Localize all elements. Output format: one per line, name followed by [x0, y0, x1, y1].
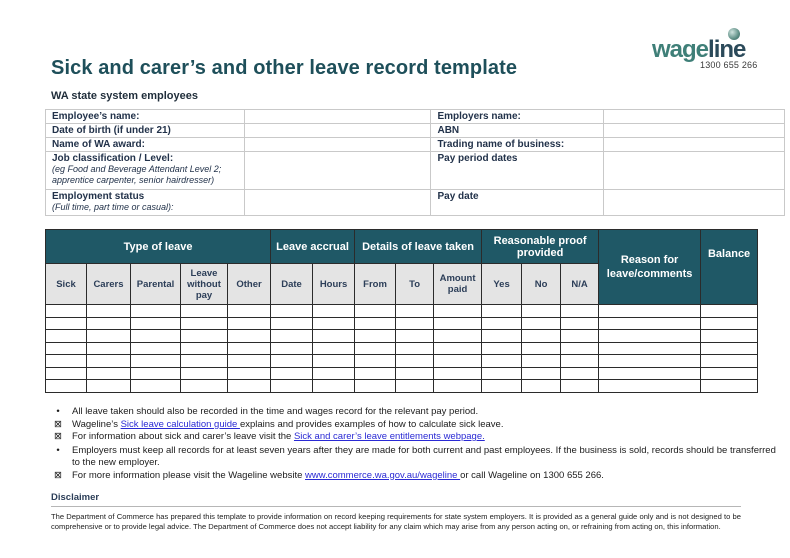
table-row: [46, 330, 758, 343]
table-cell[interactable]: [228, 367, 271, 380]
table-cell[interactable]: [599, 342, 701, 355]
table-cell[interactable]: [701, 380, 758, 393]
table-cell[interactable]: [181, 367, 228, 380]
table-cell[interactable]: [313, 317, 355, 330]
col-other: Other: [228, 264, 271, 305]
dob-label: Date of birth (if under 21): [46, 124, 245, 138]
disclaimer-text: The Department of Commerce has prepared this template to provide information on record keeping requirements for state system employers. It is provided as a general guide only and is not designed to be comprehensive or to provide legal advice. The Department of Commerce does not accept liability for any claim which may arise from any person acting on, or refraining from acting on, this information.: [51, 512, 741, 531]
employee-name-label: Employee’s name:: [46, 110, 245, 124]
table-cell[interactable]: [228, 317, 271, 330]
table-cell[interactable]: [87, 305, 131, 318]
note-item: [52, 419, 782, 431]
table-cell[interactable]: [228, 355, 271, 368]
employment-status-label: Employment status (Full time, part time or casual):: [46, 190, 245, 216]
employment-status-hint: (Full time, part time or casual):: [52, 202, 174, 212]
table-cell[interactable]: [701, 355, 758, 368]
group-type-of-leave: Type of leave: [46, 230, 271, 264]
notes-list: [52, 406, 782, 482]
table-cell[interactable]: [522, 330, 561, 343]
wa-award-field[interactable]: [244, 138, 431, 152]
table-cell[interactable]: [482, 317, 522, 330]
table-cell[interactable]: [701, 305, 758, 318]
page-subtitle: WA state system employees: [51, 90, 198, 102]
table-cell[interactable]: [271, 367, 313, 380]
table-cell[interactable]: [561, 342, 599, 355]
header-balance: Balance: [701, 230, 758, 305]
table-cell[interactable]: [271, 342, 313, 355]
group-leave-accrual: Leave accrual: [271, 230, 355, 264]
table-cell[interactable]: [313, 305, 355, 318]
table-cell[interactable]: [482, 305, 522, 318]
logo-word-main: wage: [652, 36, 709, 63]
table-cell[interactable]: [46, 380, 87, 393]
table-cell[interactable]: [46, 342, 87, 355]
bullet-icon: •: [56, 406, 60, 417]
col-no: No: [522, 264, 561, 305]
note-item: [52, 445, 782, 469]
table-cell[interactable]: [434, 355, 482, 368]
leave-entitlements-webpage-link[interactable]: Sick and carer’s leave entitlements webpage.: [293, 431, 485, 442]
table-cell[interactable]: [561, 330, 599, 343]
table-cell[interactable]: [313, 330, 355, 343]
sick-leave-calculation-guide-link[interactable]: Sick leave calculation guide: [120, 418, 240, 430]
trading-name-label: Trading name of business:: [431, 138, 604, 152]
table-cell[interactable]: [561, 305, 599, 318]
table-cell[interactable]: [181, 305, 228, 318]
table-cell[interactable]: [355, 367, 396, 380]
table-cell[interactable]: [181, 380, 228, 393]
table-cell[interactable]: [46, 305, 87, 318]
disclaimer-divider: [51, 506, 741, 507]
table-cell[interactable]: [131, 317, 181, 330]
table-cell[interactable]: [482, 367, 522, 380]
table-cell[interactable]: [396, 355, 434, 368]
table-cell[interactable]: [228, 342, 271, 355]
wageline-logo: [640, 36, 765, 72]
col-carers: Carers: [87, 264, 131, 305]
group-details-of-leave-taken: Details of leave taken: [355, 230, 482, 264]
table-cell[interactable]: [228, 305, 271, 318]
table-cell[interactable]: [434, 330, 482, 343]
table-cell[interactable]: [396, 317, 434, 330]
table-cell[interactable]: [482, 330, 522, 343]
col-parental: Parental: [131, 264, 181, 305]
table-cell[interactable]: [522, 380, 561, 393]
table-cell[interactable]: [522, 342, 561, 355]
note-text: For more information please visit the Wageline website: [72, 469, 306, 481]
col-yes: Yes: [482, 264, 522, 305]
table-cell[interactable]: [313, 342, 355, 355]
table-cell[interactable]: [599, 380, 701, 393]
table-cell[interactable]: [355, 380, 396, 393]
col-amount-paid: Amount paid: [434, 264, 482, 305]
table-cell[interactable]: [181, 317, 228, 330]
table-cell[interactable]: [434, 380, 482, 393]
note-text: explains and provides examples of how to calculate sick leave.: [239, 418, 504, 430]
employers-name-field[interactable]: [604, 110, 785, 124]
pay-date-label: Pay date: [431, 190, 604, 216]
table-row: [46, 317, 758, 330]
logo-word-accent: line: [708, 36, 746, 63]
table-cell[interactable]: [228, 380, 271, 393]
table-cell[interactable]: [434, 317, 482, 330]
table-cell[interactable]: [46, 330, 87, 343]
col-hours: Hours: [313, 264, 355, 305]
job-classification-field[interactable]: [244, 152, 431, 190]
note-item: [52, 431, 782, 443]
job-classification-hint: (eg Food and Beverage Attendant Level 2; apprentice carpenter, senior hairdresser): [52, 164, 222, 185]
col-na: N/A: [561, 264, 599, 305]
table-row: [46, 380, 758, 393]
job-classification-label: Job classification / Level: (eg Food and Beverage Attendant Level 2; apprentice carpenter, senior hairdresser): [46, 152, 245, 190]
abn-field[interactable]: [604, 124, 785, 138]
col-leave-without-pay: Leave without pay: [181, 264, 228, 305]
table-cell[interactable]: [482, 355, 522, 368]
table-cell[interactable]: [599, 355, 701, 368]
logo-phone: 1300 655 266: [700, 60, 758, 70]
employment-status-field[interactable]: [244, 190, 431, 216]
table-cell[interactable]: [355, 330, 396, 343]
checkbox-glyph-icon: ⊠: [54, 469, 62, 481]
trading-name-field[interactable]: [604, 138, 785, 152]
table-cell[interactable]: [561, 355, 599, 368]
table-cell[interactable]: [131, 355, 181, 368]
table-cell[interactable]: [87, 330, 131, 343]
table-cell[interactable]: [599, 330, 701, 343]
table-cell[interactable]: [561, 367, 599, 380]
table-cell[interactable]: [599, 367, 701, 380]
table-cell[interactable]: [701, 367, 758, 380]
table-cell[interactable]: [46, 317, 87, 330]
leave-record-table: [45, 229, 758, 393]
leave-table-body: [46, 305, 758, 393]
group-reasonable-proof: Reasonable proof provided: [482, 230, 599, 264]
disclaimer-title: Disclaimer: [51, 492, 100, 503]
table-cell[interactable]: [131, 342, 181, 355]
table-cell[interactable]: [482, 342, 522, 355]
table-row: [46, 305, 758, 318]
bullet-icon: •: [56, 445, 60, 456]
table-cell[interactable]: [87, 317, 131, 330]
table-cell[interactable]: [181, 342, 228, 355]
table-cell[interactable]: [701, 317, 758, 330]
table-cell[interactable]: [355, 317, 396, 330]
table-cell[interactable]: [396, 330, 434, 343]
note-text: Wageline’s: [72, 418, 121, 430]
table-cell[interactable]: [313, 380, 355, 393]
table-cell[interactable]: [87, 342, 131, 355]
dob-field[interactable]: [244, 124, 431, 138]
table-cell[interactable]: [271, 305, 313, 318]
table-cell[interactable]: [434, 367, 482, 380]
table-cell[interactable]: [46, 355, 87, 368]
table-cell[interactable]: [396, 342, 434, 355]
table-cell[interactable]: [131, 367, 181, 380]
table-cell[interactable]: [313, 355, 355, 368]
table-cell[interactable]: [396, 305, 434, 318]
table-row: [46, 367, 758, 380]
table-cell[interactable]: [396, 380, 434, 393]
col-sick: Sick: [46, 264, 87, 305]
table-cell[interactable]: [46, 367, 87, 380]
table-cell[interactable]: [271, 330, 313, 343]
table-row: [46, 342, 758, 355]
pay-date-field[interactable]: [604, 190, 785, 216]
note-text: Employers must keep all records for at least seven years after they are made for both current and past employees. If the business is sold, records should be transferred to the new employer.: [72, 445, 776, 468]
table-cell[interactable]: [271, 380, 313, 393]
table-cell[interactable]: [522, 355, 561, 368]
pay-period-label: Pay period dates: [431, 152, 604, 190]
abn-label: ABN: [431, 124, 604, 138]
table-cell[interactable]: [87, 367, 131, 380]
note-item: [52, 406, 782, 418]
table-cell[interactable]: [355, 342, 396, 355]
pay-period-field[interactable]: [604, 152, 785, 190]
checkbox-glyph-icon: ⊠: [54, 418, 62, 430]
table-cell[interactable]: [701, 330, 758, 343]
col-to: To: [396, 264, 434, 305]
table-cell[interactable]: [355, 305, 396, 318]
table-cell[interactable]: [396, 367, 434, 380]
table-cell[interactable]: [228, 330, 271, 343]
table-cell[interactable]: [355, 355, 396, 368]
table-cell[interactable]: [434, 305, 482, 318]
table-cell[interactable]: [131, 380, 181, 393]
note-text: All leave taken should also be recorded in the time and wages record for the relevant pay period.: [72, 406, 479, 417]
table-cell[interactable]: [271, 317, 313, 330]
wa-award-label: Name of WA award:: [46, 138, 245, 152]
employee-info-table: [45, 109, 785, 216]
note-item: [52, 470, 782, 482]
table-cell[interactable]: [87, 355, 131, 368]
employee-name-field[interactable]: [244, 110, 431, 124]
col-date: Date: [271, 264, 313, 305]
table-cell[interactable]: [522, 305, 561, 318]
checkbox-glyph-icon: ⊠: [54, 431, 62, 442]
table-cell[interactable]: [131, 305, 181, 318]
table-cell[interactable]: [561, 317, 599, 330]
header-reason-for-leave: Reason for leave/comments: [599, 230, 701, 305]
col-from: From: [355, 264, 396, 305]
table-cell[interactable]: [561, 380, 599, 393]
note-text: or call Wageline on 1300 655 266.: [460, 469, 604, 481]
table-cell[interactable]: [599, 317, 701, 330]
employers-name-label: Employers name:: [431, 110, 604, 124]
table-cell[interactable]: [434, 342, 482, 355]
page-title: Sick and carer’s and other leave record template: [51, 57, 518, 79]
table-cell[interactable]: [482, 380, 522, 393]
table-row: [46, 355, 758, 368]
note-text: For information about sick and carer’s leave visit the: [72, 431, 294, 442]
table-cell[interactable]: [181, 355, 228, 368]
table-cell[interactable]: [599, 305, 701, 318]
table-cell[interactable]: [87, 380, 131, 393]
table-cell[interactable]: [522, 317, 561, 330]
table-cell[interactable]: [701, 342, 758, 355]
table-cell[interactable]: [522, 367, 561, 380]
table-cell[interactable]: [131, 330, 181, 343]
table-cell[interactable]: [181, 330, 228, 343]
table-cell[interactable]: [271, 355, 313, 368]
wageline-website-link[interactable]: www.commerce.wa.gov.au/wageline: [305, 469, 461, 481]
table-cell[interactable]: [313, 367, 355, 380]
